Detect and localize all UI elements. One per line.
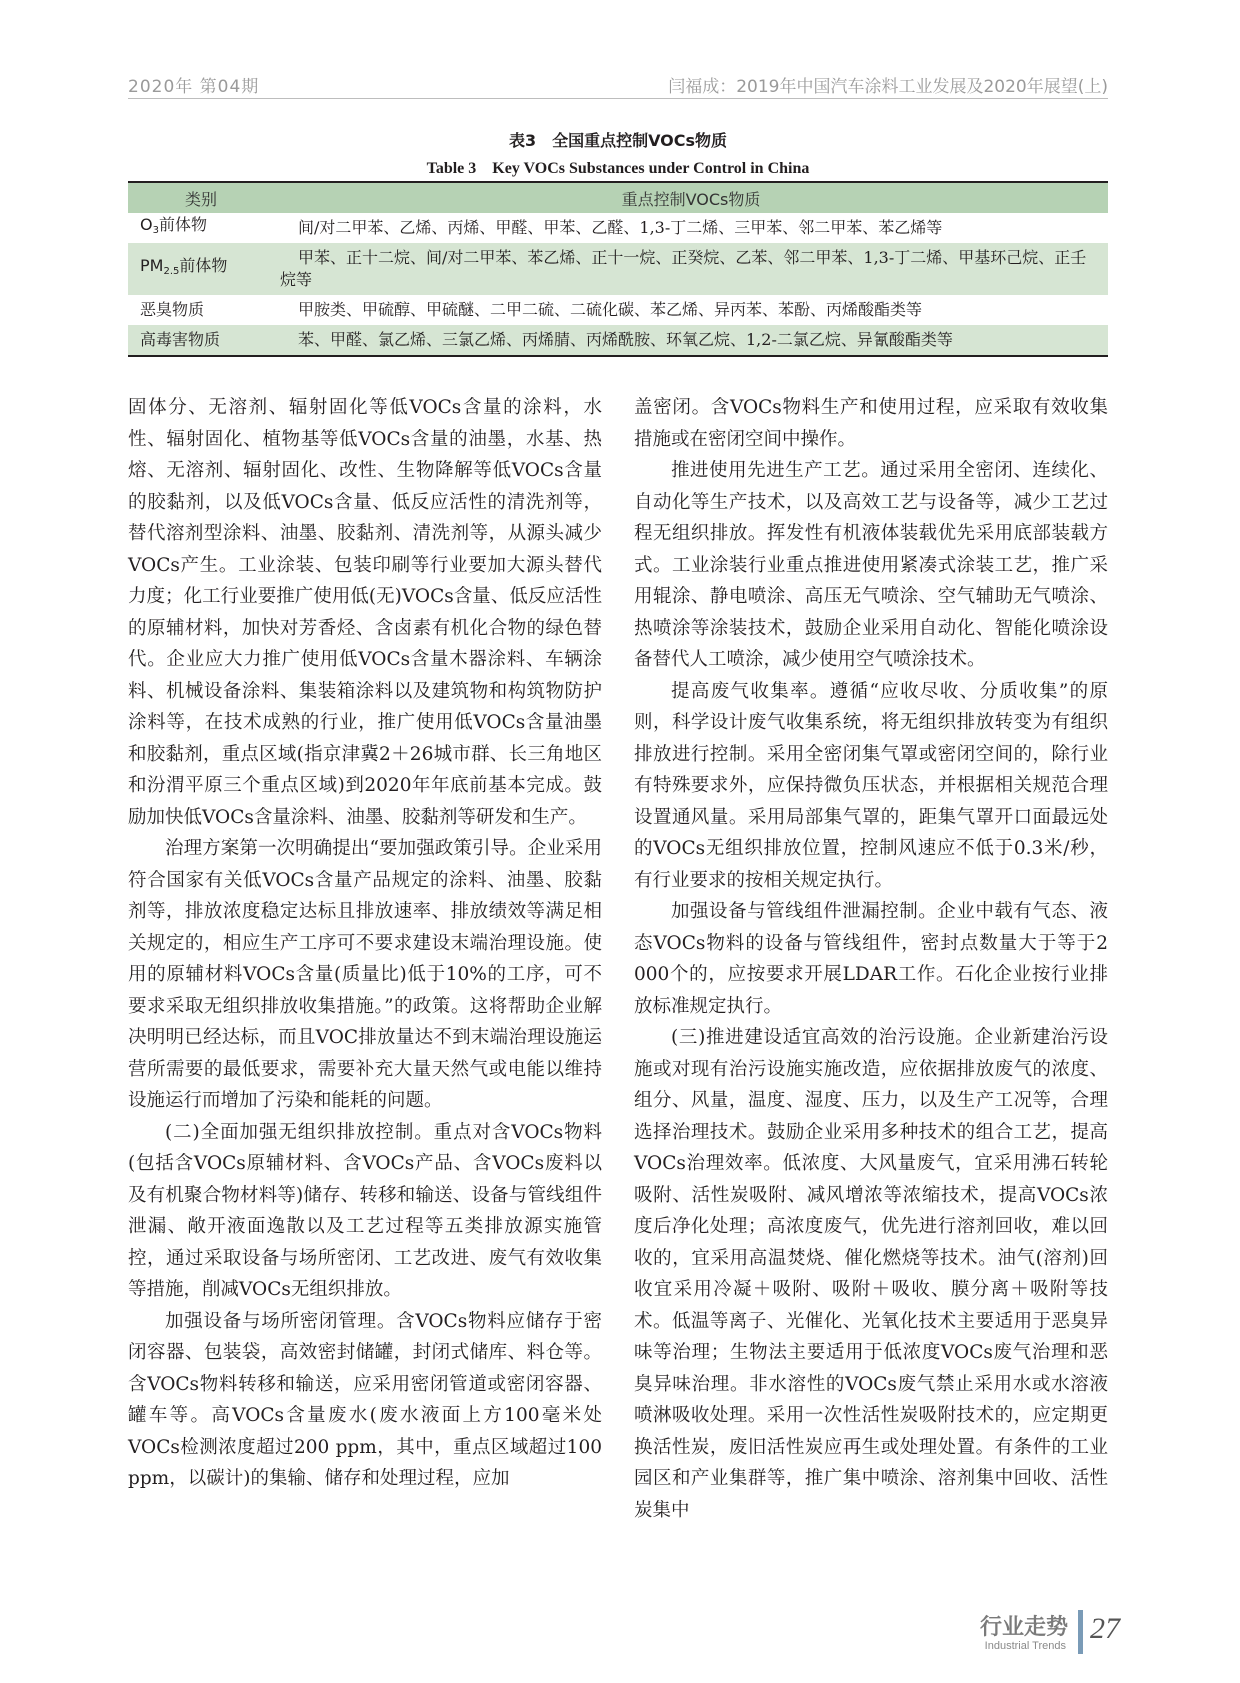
table-cell-substances: 苯、甲醛、氯乙烯、三氯乙烯、丙烯腈、丙烯酰胺、环氧乙烷、1,2-二氯乙烷、异氰酸酯类等 (274, 325, 1108, 356)
footer-accent-bar (1078, 1610, 1083, 1654)
table-cell-substances: 间/对二甲苯、乙烯、丙烯、甲醛、甲苯、乙醛、1,3-丁二烯、三甲苯、邻二甲苯、苯乙烯等 (298, 218, 943, 237)
table-row (128, 295, 1108, 325)
table-row (128, 243, 1108, 295)
table-cell-category: PM2.5前体物 (128, 243, 274, 295)
table-cell-substances: 甲胺类、甲硫醇、甲硫醚、二甲二硫、二硫化碳、苯乙烯、异丙苯、苯酚、丙烯酸酯类等 (298, 300, 923, 319)
table-header-row (128, 182, 1108, 213)
table-cell-category: O3前体物 (140, 215, 207, 236)
footer-section-title: 行业走势 (979, 1615, 1068, 1640)
page-number: 27 (1090, 1612, 1120, 1645)
table-title-cn: 表3 全国重点控制VOCs物质 (508, 131, 728, 150)
journal-issue: 2020年 第04期 (128, 77, 260, 97)
paragraph: (三)推进建设适宜高效的治污设施。企业新建治污设施或对现有治污设施实施改造，应依据排放废气的浓度、组分、风量，温度、湿度、压力，以及生产工况等，合理选择治理技术。鼓励企业采用多种技术的组合工艺，提高VOCs治理效率。低浓度、大风量废气，宜采用沸石转轮吸附、活性炭吸附、减风增浓等浓缩技术，提高VOCs浓度后净化处理；高浓度废气，优先进行溶剂回收，难以回收的，宜采用高温焚烧、催化燃烧等技术。油气(溶剂)回收宜采用冷凝＋吸附、吸附＋吸收、膜分离＋吸附等技术。低温等离子、光催化、光氧化技术主要适用于恶臭异味等治理；生物法主要适用于低浓度VOCs废气治理和恶臭异味治理。非水溶性的VOCs废气禁止采用水或水溶液喷淋吸收处理。采用一次性活性炭吸附技术的，应定期更换活性炭，废旧活性炭应再生或处理处置。有条件的工业园区和产业集群等，推广集中喷涂、溶剂集中回收、活性炭集中 (634, 1027, 1108, 1521)
table-header-category: 类别 (128, 182, 274, 213)
table-title-en: Table 3 Key VOCs Substances under Control in China (426, 160, 810, 177)
table-row (128, 213, 1108, 243)
paragraph: (二)全面加强无组织排放控制。重点对含VOCs物料(包括含VOCs原辅材料、含VOCs产品、含VOCs废料以及有机聚合物材料等)储存、转移和输送、设备与管线组件泄漏、敞开液面逸散以及工艺过程等五类排放源实施管控，通过采取设备与场所密闭、工艺改进、废气有效收集等措施，削减VOCs无组织排放。 (128, 1121, 602, 1300)
table-header-substances: 重点控制VOCs物质 (274, 182, 1108, 213)
body-column-right (634, 392, 1108, 1526)
paragraph: 治理方案第一次明确提出“要加强政策引导。企业采用符合国家有关低VOCs含量产品规定的涂料、油墨、胶黏剂等，排放浓度稳定达标且排放速率、排放绩效等满足相关规定的，相应生产工序可不要求建设末端治理设施。使用的原辅材料VOCs含量(质量比)低于10%的工序，可不要求采取无组织排放收集措施。”的政策。这将帮助企业解决明明已经达标，而且VOC排放量达不到末端治理设施运营所需要的最低要求，需要补充大量天然气或电能以维持设施运行而增加了污染和能耗的问题。 (128, 838, 602, 1111)
paragraph: 加强设备与管线组件泄漏控制。企业中载有气态、液态VOCs物料的设备与管线组件，密封点数量大于等于2 000个的，应按要求开展LDAR工作。石化企业按行业排放标准规定执行。 (634, 901, 1108, 1017)
running-title: 闫福成：2019年中国汽车涂料工业发展及2020年展望(上) (668, 77, 1108, 97)
body-column-left (128, 392, 602, 1495)
table-cell-category: 高毒害物质 (128, 325, 274, 356)
vocs-table (128, 181, 1108, 357)
header-divider (128, 98, 1108, 99)
table-cell-category: 恶臭物质 (140, 300, 205, 319)
paragraph: 固体分、无溶剂、辐射固化等低VOCs含量的涂料，水性、辐射固化、植物基等低VOCs含量的油墨，水基、热熔、无溶剂、辐射固化、改性、生物降解等低VOCs含量的胶黏剂，以及低VOCs含量、低反应活性的清洗剂等，替代溶剂型涂料、油墨、胶黏剂、清洗剂等，从源头减少VOCs产生。工业涂装、包装印刷等行业要加大源头替代力度；化工行业要推广使用低(无)VOCs含量、低反应活性的原辅材料，加快对芳香烃、含卤素有机化合物的绿色替代。企业应大力推广使用低VOCs含量木器涂料、车辆涂料、机械设备涂料、集装箱涂料以及建筑物和构筑物防护涂料等，在技术成熟的行业，推广使用低VOCs含量油墨和胶黏剂，重点区域(指京津冀2＋26城市群、长三角地区和汾渭平原三个重点区域)到2020年年底前基本完成。鼓励加快低VOCs含量涂料、油墨、胶黏剂等研发和生产。 (128, 397, 602, 828)
table-row (128, 325, 1108, 356)
paragraph: 加强设备与场所密闭管理。含VOCs物料应储存于密闭容器、包装袋，高效密封储罐，封闭式储库、料仓等。含VOCs物料转移和输送，应采用密闭管道或密闭容器、罐车等。高VOCs含量废水(废水液面上方100毫米处VOCs检测浓度超过200 ppm，其中，重点区域超过100 ppm，以碳计)的集输、储存和处理过程，应加 (128, 1310, 602, 1489)
table-cell-substances: 甲苯、正十二烷、间/对二甲苯、苯乙烯、正十一烷、正癸烷、乙苯、邻二甲苯、1,3-丁二烯、甲基环己烷、正壬烷等 (274, 243, 1108, 295)
paragraph: 盖密闭。含VOCs物料生产和使用过程，应采取有效收集措施或在密闭空间中操作。 (634, 397, 1108, 450)
footer-section-subtitle: Industrial Trends (984, 1640, 1066, 1652)
paragraph: 提高废气收集率。遵循“应收尽收、分质收集”的原则，科学设计废气收集系统，将无组织排放转变为有组织排放进行控制。采用全密闭集气罩或密闭空间的，除行业有特殊要求外，应保持微负压状态，并根据相关规范合理设置通风量。采用局部集气罩的，距集气罩开口面最远处的VOCs无组织排放位置，控制风速应不低于0.3米/秒，有行业要求的按相关规定执行。 (634, 680, 1108, 891)
paragraph: 推进使用先进生产工艺。通过采用全密闭、连续化、自动化等生产技术，以及高效工艺与设备等，减少工艺过程无组织排放。挥发性有机液体装载优先采用底部装载方式。工业涂装行业重点推进使用紧凑式涂装工艺，推广采用辊涂、静电喷涂、高压无气喷涂、空气辅助无气喷涂、热喷涂等涂装技术，鼓励企业采用自动化、智能化喷涂设备替代人工喷涂，减少使用空气喷涂技术。 (634, 460, 1108, 670)
